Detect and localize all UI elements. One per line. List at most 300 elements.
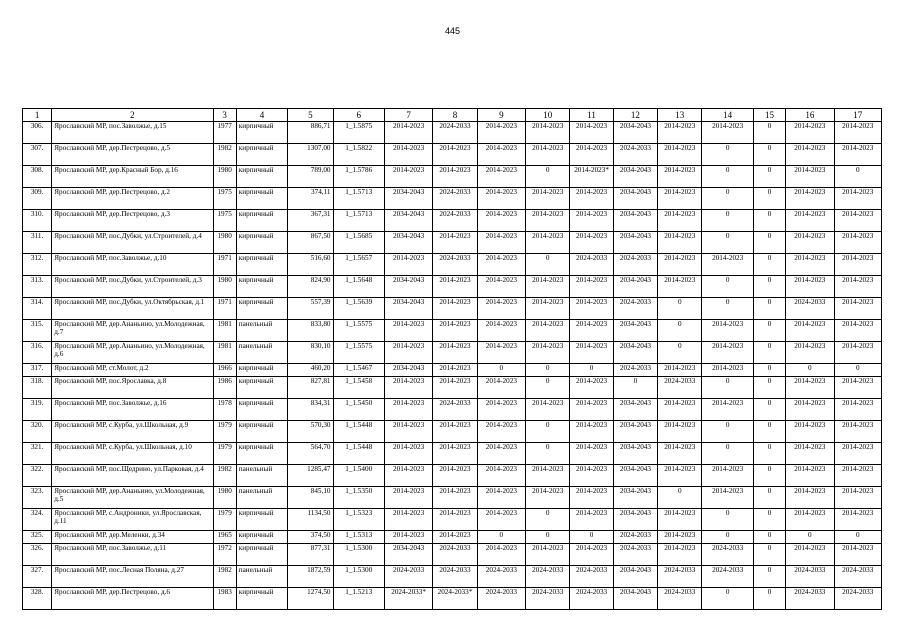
column-header: 1 [23, 109, 52, 122]
table-cell: 1285,47 [288, 465, 333, 487]
table-cell: 2024-2033 [570, 254, 613, 276]
table-cell: 2014-2023 [384, 320, 432, 342]
table-row [23, 122, 882, 144]
table-cell: панельный [236, 465, 287, 487]
table-cell: 1_1.5648 [333, 276, 384, 298]
table-cell: Ярославский МР, пос.Дубки, ул.Строителей, д.4 [52, 232, 213, 254]
table-cell: кирпичный [236, 377, 287, 399]
table-cell: 2014-2023 [477, 320, 525, 342]
table-cell: 845,10 [288, 487, 333, 509]
table-cell: 877,31 [288, 544, 333, 566]
table-cell: 1_1.5657 [333, 254, 384, 276]
table-cell: 0 [526, 364, 570, 377]
column-header: 12 [613, 109, 657, 122]
page-number: 445 [444, 26, 461, 36]
table-cell: 2024-2033 [658, 588, 702, 610]
table-cell: 0 [753, 188, 785, 210]
table-cell: 2014-2023 [433, 421, 477, 443]
table-cell: 1975 [213, 210, 236, 232]
table-cell: 0 [526, 254, 570, 276]
table-cell: 2024-2033 [433, 566, 477, 588]
table-cell: Ярославский МР, пос.Дубки, ул.Октябрьская, д.1 [52, 298, 213, 320]
table-cell: 2024-2033 [433, 399, 477, 421]
table-cell: 2024-2033 [834, 588, 881, 610]
table-cell: 2014-2023 [570, 487, 613, 509]
table-cell: 0 [658, 487, 702, 509]
table-cell: 2014-2023 [526, 232, 570, 254]
table-cell: 2014-2023 [658, 210, 702, 232]
table-cell: 2014-2023 [834, 487, 881, 509]
table-cell: 2014-2023 [786, 276, 834, 298]
table-row [23, 465, 882, 487]
table-cell: 1982 [213, 566, 236, 588]
table-cell: 0 [753, 232, 785, 254]
table-cell: кирпичный [236, 232, 287, 254]
table-cell: 2034-2043 [613, 342, 657, 364]
table-cell: 0 [786, 531, 834, 544]
table-cell: 1_1.5350 [333, 487, 384, 509]
table-cell: 322. [23, 465, 52, 487]
table-cell: 1_1.5313 [333, 531, 384, 544]
table-cell: 2014-2023 [786, 320, 834, 342]
table-cell: 1982 [213, 465, 236, 487]
table-cell: 867,50 [288, 232, 333, 254]
table-cell: 1986 [213, 377, 236, 399]
table-cell: кирпичный [236, 144, 287, 166]
table-row [23, 298, 882, 320]
table-cell: 2014-2023 [477, 210, 525, 232]
table-cell: 2024-2033 [613, 544, 657, 566]
table-cell: Ярославский МР, дер.Ананьино, ул.Молодежная, д.6 [52, 342, 213, 364]
table-row [23, 342, 882, 364]
table-cell: Ярославский МР, дер.Ананьино, ул.Молодежная, д.7 [52, 320, 213, 342]
table-cell: 2014-2023 [786, 166, 834, 188]
table-cell: 2024-2033 [433, 544, 477, 566]
table-cell: 2014-2023 [570, 276, 613, 298]
table-cell: 0 [613, 377, 657, 399]
table-cell: Ярославский МР, пос.Дубки, ул.Строителей, д.3 [52, 276, 213, 298]
table-row [23, 544, 882, 566]
column-header: 7 [384, 109, 432, 122]
table-cell: 0 [753, 254, 785, 276]
table-cell: 0 [753, 588, 785, 610]
table-cell: 2014-2023 [433, 509, 477, 531]
table-cell: 312. [23, 254, 52, 276]
table-cell: 2014-2023 [570, 298, 613, 320]
table-cell: кирпичный [236, 122, 287, 144]
table-cell: 2024-2033 [433, 210, 477, 232]
table-cell: 2014-2023 [477, 465, 525, 487]
table-cell: 0 [702, 188, 753, 210]
column-header: 15 [753, 109, 785, 122]
table-cell: 317. [23, 364, 52, 377]
table-cell: 2014-2023 [570, 544, 613, 566]
table-cell: 2014-2023 [526, 144, 570, 166]
table-cell: 2014-2023 [477, 188, 525, 210]
table-cell: 0 [753, 364, 785, 377]
table-cell: 1_1.5685 [333, 232, 384, 254]
table-cell: 2014-2023 [786, 465, 834, 487]
table-cell: Ярославский МР, пос.Лесная Поляна, д.27 [52, 566, 213, 588]
table-cell: 2014-2023 [786, 144, 834, 166]
table-cell: 1983 [213, 588, 236, 610]
table-cell: 1979 [213, 443, 236, 465]
table-cell: 2014-2023 [477, 487, 525, 509]
table-cell: Ярославский МР, с.Курба, ул.Школьная, д.10 [52, 443, 213, 465]
table-cell: Ярославский МР, ст.Молот, д.2 [52, 364, 213, 377]
column-header: 3 [213, 109, 236, 122]
table-cell: 0 [702, 588, 753, 610]
table-cell: 0 [658, 342, 702, 364]
table-cell: 2014-2023 [702, 320, 753, 342]
table-row [23, 509, 882, 531]
table-cell: 0 [753, 320, 785, 342]
table-cell: 0 [526, 531, 570, 544]
table-cell: 2014-2023 [477, 276, 525, 298]
table-cell: 2014-2023 [658, 254, 702, 276]
table-row [23, 210, 882, 232]
table-cell: 830,10 [288, 342, 333, 364]
table-cell: 2034-2043 [613, 487, 657, 509]
table-cell: 2014-2023 [786, 443, 834, 465]
table-cell: 2014-2023 [702, 364, 753, 377]
table-cell: 2014-2023 [570, 144, 613, 166]
table-cell: 1_1.5448 [333, 443, 384, 465]
table-cell: 2034-2043 [384, 364, 432, 377]
table-cell: 2014-2023 [384, 487, 432, 509]
table-cell: 0 [702, 298, 753, 320]
table-cell: 2014-2023 [384, 122, 432, 144]
table-cell: 0 [477, 364, 525, 377]
table-cell: 2014-2023 [526, 122, 570, 144]
table-cell: 1980 [213, 166, 236, 188]
table-cell: 2014-2023 [526, 399, 570, 421]
table-cell: 2024-2033 [702, 544, 753, 566]
table-cell: 0 [526, 509, 570, 531]
table-cell: 2014-2023 [834, 298, 881, 320]
table-cell: 2024-2033 [613, 298, 657, 320]
table-cell: 0 [658, 320, 702, 342]
table-cell: 2014-2023 [526, 188, 570, 210]
table-cell: 0 [477, 531, 525, 544]
table-cell: Ярославский МР, пос.Заволжье, д.15 [52, 122, 213, 144]
table-cell: 460,20 [288, 364, 333, 377]
table-cell: 2014-2023 [526, 298, 570, 320]
table-cell: 2014-2023 [384, 166, 432, 188]
table-cell: 2014-2023 [433, 487, 477, 509]
table-cell: 2014-2023 [526, 342, 570, 364]
table-cell: Ярославский МР, дер.Меленки, д.34 [52, 531, 213, 544]
table-cell: 2014-2023 [384, 342, 432, 364]
table-cell: 2024-2033 [384, 566, 432, 588]
table-cell: 2014-2023 [658, 544, 702, 566]
table-cell: 2014-2023 [477, 544, 525, 566]
table-cell: 2014-2023 [526, 465, 570, 487]
table-cell: кирпичный [236, 188, 287, 210]
table-cell: 374,11 [288, 188, 333, 210]
table-cell: 2014-2023 [834, 421, 881, 443]
table-cell: Ярославский МР, пос.Щедрино, ул.Парковая, д.4 [52, 465, 213, 487]
column-header: 10 [526, 109, 570, 122]
table-cell: кирпичный [236, 276, 287, 298]
table-cell: 1_1.5300 [333, 566, 384, 588]
table-cell: 1980 [213, 276, 236, 298]
table-cell: кирпичный [236, 421, 287, 443]
table-cell: 2014-2023 [786, 509, 834, 531]
table-cell: панельный [236, 566, 287, 588]
table-cell: 2014-2023 [384, 254, 432, 276]
table-cell: 0 [702, 276, 753, 298]
table-cell: 1_1.5458 [333, 377, 384, 399]
table-cell: 2034-2043 [384, 188, 432, 210]
table-cell: 0 [702, 144, 753, 166]
table-cell: 1980 [213, 487, 236, 509]
table-row [23, 364, 882, 377]
table-cell: 1274,50 [288, 588, 333, 610]
table-cell: 0 [753, 276, 785, 298]
table-cell: кирпичный [236, 254, 287, 276]
table-cell: 2014-2023 [786, 210, 834, 232]
table-cell: 2014-2023 [658, 188, 702, 210]
table-cell: 2014-2023 [477, 509, 525, 531]
column-header: 13 [658, 109, 702, 122]
table-cell: 0 [702, 531, 753, 544]
table-cell: 886,71 [288, 122, 333, 144]
table-cell: 328. [23, 588, 52, 610]
table-cell: 2014-2023 [834, 144, 881, 166]
table-cell: 2034-2043 [384, 210, 432, 232]
table-cell: 2034-2043 [613, 588, 657, 610]
table-cell: 2034-2043 [613, 465, 657, 487]
table-cell: 2014-2023 [570, 122, 613, 144]
table-cell: 1965 [213, 531, 236, 544]
table-cell: 309. [23, 188, 52, 210]
table-cell: 2014-2023 [658, 232, 702, 254]
table-cell: 2014-2023 [658, 509, 702, 531]
table-cell: 2014-2023 [658, 364, 702, 377]
table-cell: 0 [702, 377, 753, 399]
table-cell: 0 [753, 122, 785, 144]
table-row [23, 531, 882, 544]
table-cell: 2014-2023 [702, 465, 753, 487]
table-cell: 1_1.5713 [333, 188, 384, 210]
table-cell: 2014-2023 [786, 544, 834, 566]
table-cell: 0 [526, 421, 570, 443]
table-cell: 0 [753, 210, 785, 232]
table-cell: 570,30 [288, 421, 333, 443]
table-cell: 2014-2023 [477, 298, 525, 320]
table-cell: 1978 [213, 399, 236, 421]
table-cell: 1981 [213, 342, 236, 364]
table-cell: 2014-2023 [658, 421, 702, 443]
table-cell: 1971 [213, 298, 236, 320]
table-cell: 2014-2023 [526, 320, 570, 342]
table-cell: 2014-2023 [570, 342, 613, 364]
table-cell: Ярославский МР, пос.Заволжье, д.11 [52, 544, 213, 566]
table-cell: 0 [753, 487, 785, 509]
table-cell: 2014-2023 [477, 342, 525, 364]
table-cell: 2014-2023 [384, 443, 432, 465]
table-cell: 0 [753, 166, 785, 188]
table-cell: 315. [23, 320, 52, 342]
table-row [23, 588, 882, 610]
table-cell: 307. [23, 144, 52, 166]
table-cell: 2014-2023 [786, 377, 834, 399]
table-cell: 0 [570, 364, 613, 377]
table-cell: Ярославский МР, дер.Пестрецово, д.5 [52, 144, 213, 166]
table-cell: 2014-2023 [658, 531, 702, 544]
table-cell: 0 [702, 210, 753, 232]
table-row [23, 254, 882, 276]
table-cell: 1_1.5400 [333, 465, 384, 487]
column-header: 5 [288, 109, 333, 122]
table-cell: кирпичный [236, 399, 287, 421]
table-cell: 2014-2023 [384, 465, 432, 487]
table-cell: 2024-2033 [477, 588, 525, 610]
table-cell: 2014-2023 [433, 320, 477, 342]
table-cell: 2014-2023 [433, 276, 477, 298]
table-cell: 2014-2023 [477, 421, 525, 443]
table-row [23, 188, 882, 210]
table-cell: 2014-2023 [786, 122, 834, 144]
table-cell: 2014-2023 [570, 465, 613, 487]
table-cell: 0 [526, 166, 570, 188]
column-header: 4 [236, 109, 287, 122]
table-cell: 2014-2023 [526, 276, 570, 298]
table-cell: 2024-2033 [526, 566, 570, 588]
table-cell: 2014-2023 [477, 232, 525, 254]
table-cell: 2024-2033 [834, 566, 881, 588]
table-cell: 326. [23, 544, 52, 566]
table-cell: 2014-2023 [658, 276, 702, 298]
table-body [23, 122, 882, 610]
table-cell: 1_1.5822 [333, 144, 384, 166]
table-cell: 2024-2033 [613, 144, 657, 166]
table-cell: 833,80 [288, 320, 333, 342]
table-cell: 2014-2023 [702, 342, 753, 364]
table-cell: 0 [753, 144, 785, 166]
table-cell: 2014-2023 [786, 342, 834, 364]
table-cell: 0 [753, 531, 785, 544]
table-cell: 2014-2023 [570, 188, 613, 210]
table-cell: 2014-2023 [433, 531, 477, 544]
table-row [23, 377, 882, 399]
table-cell: Ярославский МР, пос.Заволжье, д.10 [52, 254, 213, 276]
table-cell: 1_1.5786 [333, 166, 384, 188]
table-cell: 827,81 [288, 377, 333, 399]
table-cell: 2034-2043 [384, 232, 432, 254]
table-cell: 2014-2023 [477, 399, 525, 421]
table-cell: 2014-2023 [658, 465, 702, 487]
table-cell: 2014-2023 [477, 122, 525, 144]
table-cell: 2024-2033 [613, 364, 657, 377]
table-cell: 1979 [213, 509, 236, 531]
table-cell: 2014-2023 [384, 509, 432, 531]
table-cell: 2014-2023 [570, 443, 613, 465]
table-cell: 1_1.5213 [333, 588, 384, 610]
table-row [23, 320, 882, 342]
table-cell: 2014-2023 [834, 276, 881, 298]
table-cell: 2014-2023 [834, 188, 881, 210]
table-cell: 0 [658, 298, 702, 320]
table-cell: 2014-2023 [834, 509, 881, 531]
table-cell: 2034-2043 [384, 276, 432, 298]
table-cell: 0 [753, 399, 785, 421]
table-cell: 2024-2033 [786, 566, 834, 588]
column-header: 16 [786, 109, 834, 122]
column-header: 17 [834, 109, 881, 122]
table-cell: 2014-2023 [834, 544, 881, 566]
table-cell: 2014-2023 [570, 509, 613, 531]
table-cell: 2014-2023 [786, 188, 834, 210]
table-cell: 2024-2033 [433, 122, 477, 144]
table-cell: 1975 [213, 188, 236, 210]
table-cell: 2014-2023 [570, 210, 613, 232]
table-cell: 1_1.5467 [333, 364, 384, 377]
table-cell: Ярославский МР, пос.Заволжье, д.16 [52, 399, 213, 421]
table-cell: Ярославский МР, дер.Красный Бор, д.16 [52, 166, 213, 188]
table-cell: 2014-2023 [834, 254, 881, 276]
table-cell: кирпичный [236, 166, 287, 188]
table-cell: кирпичный [236, 364, 287, 377]
table-cell: 2024-2033 [570, 588, 613, 610]
table-cell: 1_1.5875 [333, 122, 384, 144]
table-cell: 2014-2023 [658, 166, 702, 188]
table-cell: 1_1.5448 [333, 421, 384, 443]
table-cell: 2014-2023 [526, 544, 570, 566]
table-cell: Ярославский МР, дер.Пестрецово, д.3 [52, 210, 213, 232]
table-cell: 1_1.5323 [333, 509, 384, 531]
table-cell: 1977 [213, 122, 236, 144]
table-cell: 0 [753, 443, 785, 465]
table-cell: Ярославский МР, с.Курба, ул.Школьная, д.9 [52, 421, 213, 443]
table-cell: 2024-2033 [658, 566, 702, 588]
table-cell: 2024-2033 [477, 566, 525, 588]
table-cell: 1_1.5713 [333, 210, 384, 232]
table-cell: 0 [526, 443, 570, 465]
table-cell: 2034-2043 [384, 544, 432, 566]
table-cell: 0 [702, 443, 753, 465]
table-cell: 318. [23, 377, 52, 399]
table-cell: 2014-2023 [702, 399, 753, 421]
table-cell: 313. [23, 276, 52, 298]
table-cell: 308. [23, 166, 52, 188]
table-cell: 2014-2023 [433, 364, 477, 377]
table-cell: 2014-2023 [570, 232, 613, 254]
table-cell: 2034-2043 [613, 399, 657, 421]
table-cell: 2014-2023 [433, 377, 477, 399]
table-cell: 2014-2023 [834, 399, 881, 421]
table-cell: 0 [702, 421, 753, 443]
table-cell: 2024-2033 [658, 377, 702, 399]
table-cell: 2014-2023 [433, 144, 477, 166]
table-cell: 0 [834, 166, 881, 188]
table-cell: 2014-2023 [786, 487, 834, 509]
table-cell: 2034-2043 [613, 166, 657, 188]
column-header: 14 [702, 109, 753, 122]
table-cell: 2024-2033 [570, 566, 613, 588]
table-cell: кирпичный [236, 210, 287, 232]
table-row [23, 166, 882, 188]
table-cell: кирпичный [236, 544, 287, 566]
table-cell: 2014-2023 [477, 254, 525, 276]
table-cell: 2014-2023 [526, 210, 570, 232]
table-row [23, 399, 882, 421]
table-cell: 1966 [213, 364, 236, 377]
table-cell: 2014-2023 [477, 144, 525, 166]
table-cell: 0 [702, 509, 753, 531]
table-cell: 2024-2033 [433, 254, 477, 276]
